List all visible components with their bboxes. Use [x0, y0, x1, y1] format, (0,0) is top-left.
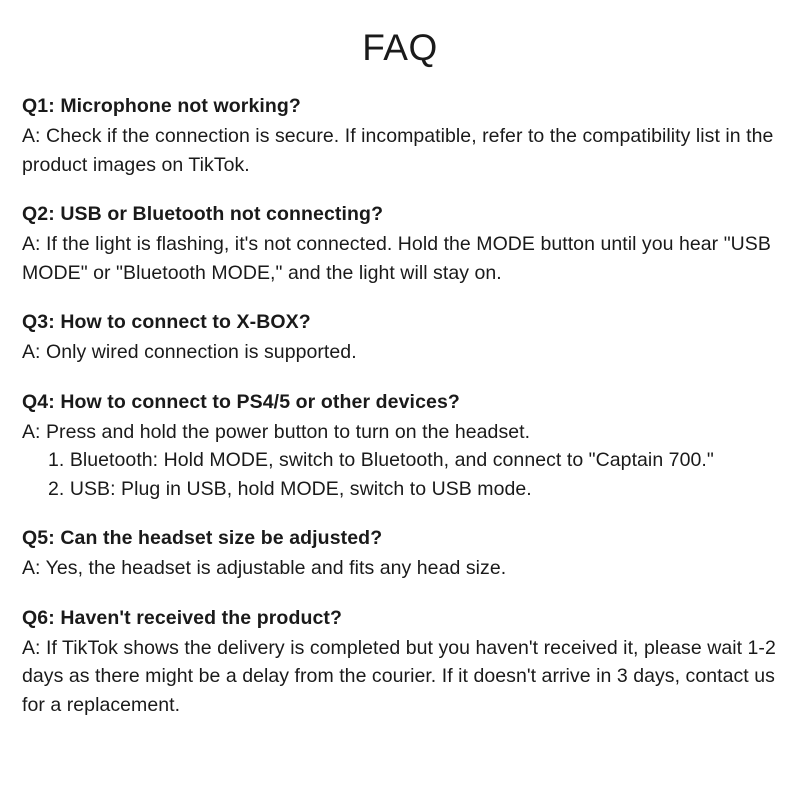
- faq-item: [22, 524, 778, 583]
- faq-answer: A: Press and hold the power button to turn on the headset.: [22, 420, 531, 443]
- faq-sub-item: 2. USB: Plug in USB, hold MODE, switch to USB mode.: [48, 477, 532, 500]
- faq-question: Q3: How to connect to X-BOX?: [22, 311, 311, 333]
- page-title: FAQ: [362, 27, 438, 68]
- faq-answer: A: If TikTok shows the delivery is completed but you haven't received it, please wait 1-2 days as there might be a delay from the courier. If it doesn't arrive in 3 days, contact us for a replacement.: [22, 636, 776, 716]
- faq-question: Q6: Haven't received the product?: [22, 606, 343, 629]
- faq-question: Q4: How to connect to PS4/5 or other devices?: [22, 390, 460, 413]
- faq-item: [22, 388, 778, 504]
- faq-answer: A: If the light is flashing, it's not connected. Hold the MODE button until you hear "USB MODE" or "Bluetooth MODE," and the light will stay on.: [22, 233, 771, 284]
- faq-item: [22, 604, 778, 720]
- faq-item: [22, 92, 778, 179]
- faq-question: Q2: USB or Bluetooth not connecting?: [22, 203, 384, 225]
- faq-answer: A: Only wired connection is supported.: [22, 341, 357, 363]
- faq-answer: A: Check if the connection is secure. If incompatible, refer to the compatibility list in the product images on TikTok.: [22, 125, 774, 176]
- faq-question: Q1: Microphone not working?: [22, 95, 301, 117]
- faq-answer: A: Yes, the headset is adjustable and fits any head size.: [22, 557, 507, 579]
- faq-sub-list: [22, 446, 778, 503]
- faq-question: Q5: Can the headset size be adjusted?: [22, 527, 383, 549]
- faq-item: [22, 308, 778, 367]
- faq-item: [22, 200, 778, 287]
- faq-sub-item: 1. Bluetooth: Hold MODE, switch to Bluetooth, and connect to "Captain 700.": [48, 449, 714, 471]
